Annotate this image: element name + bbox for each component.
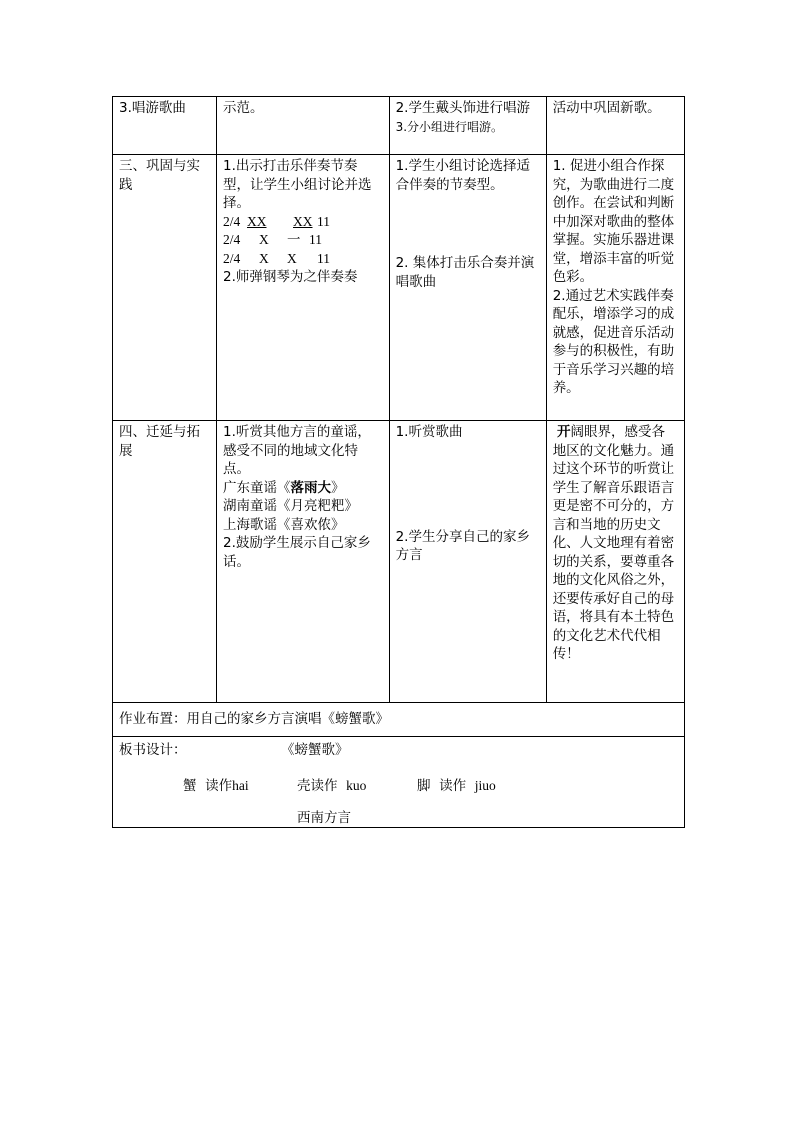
student-activity-cell <box>389 155 546 421</box>
rhythm-beat: X <box>259 232 269 247</box>
table-row <box>113 155 685 421</box>
board-item: 蟹 读作hai <box>183 778 249 794</box>
stage-label: 3.唱游歌曲 <box>119 100 186 116</box>
stage-label: 四、迁延与拓展 <box>119 424 200 459</box>
board-item: 脚 读作 jiuo <box>417 778 496 794</box>
rhythm-meter: 2/4 <box>223 232 241 247</box>
rhythm-line <box>223 231 383 250</box>
stage-cell <box>113 97 217 155</box>
purpose-text: 开阔眼界，感受各地区的文化魅力。通过这个环节的听赏让学生了解音乐跟语言更是密不可分的，方言和当地的历史文化、人文地理有着密切的关系，要尊重各地的文化风俗之外，还要传承好自己的母语，将具有本土特色的文化艺术代代相传！ <box>552 424 675 662</box>
board-label: 板书设计： <box>119 742 187 758</box>
table-row <box>113 737 685 828</box>
board-footer: 西南方言 <box>297 810 351 826</box>
student-activity-cell <box>389 421 546 703</box>
teacher-activity-cell <box>217 421 390 703</box>
stage-cell <box>113 155 217 421</box>
student-activity-text: 1.听赏歌曲 <box>395 424 463 440</box>
student-activity-text: 1.学生小组讨论选择适合伴奏的节奏型。 <box>395 158 530 193</box>
board-item: 壳读作 kuo <box>297 778 367 794</box>
homework-cell <box>113 703 685 737</box>
rhythm-line <box>223 213 383 232</box>
teacher-activity-cell <box>217 97 390 155</box>
student-activity-cell <box>389 97 546 155</box>
rhythm-beat: 11 <box>317 213 330 229</box>
board-title: 《螃蟹歌》 <box>281 742 349 758</box>
student-activity-text: 2.学生戴头饰进行唱游 <box>395 100 530 116</box>
rhythm-beat: XX <box>293 213 313 229</box>
rhythm-beat: X <box>287 250 297 266</box>
purpose-cell <box>546 155 684 421</box>
table-row <box>113 703 685 737</box>
purpose-text: 1. 促进小组合作探究，为歌曲进行二度创作。在尝试和判断中加深对歌曲的整体掌握。实施乐器进课堂，增添丰富的听觉色彩。 <box>552 158 675 285</box>
rhythm-meter: 2/4 <box>223 213 241 229</box>
student-activity-text: 2. 集体打击乐合奏并演唱歌曲 <box>395 255 535 290</box>
rhythm-meter: 2/4 <box>223 250 241 266</box>
song-item: 上海歌谣《喜欢侬》 <box>223 516 345 533</box>
board-design-cell <box>113 737 685 828</box>
teacher-activity-cell <box>217 155 390 421</box>
lesson-plan-table <box>112 96 685 828</box>
purpose-text: 活动中巩固新歌。 <box>552 100 661 116</box>
student-activity-text: 3.分小组进行唱游。 <box>395 119 504 134</box>
teacher-activity-text: 示范。 <box>223 100 264 116</box>
teacher-activity-text: 2.鼓励学生展示自己家乡话。 <box>223 535 371 570</box>
stage-label: 三、巩固与实践 <box>119 158 200 193</box>
rhythm-beat: 11 <box>317 250 330 266</box>
rhythm-line <box>223 250 383 269</box>
table-row <box>113 97 685 155</box>
purpose-cell <box>546 421 684 703</box>
teacher-activity-text: 1.听赏其他方言的童谣，感受不同的地域文化特点。 <box>223 424 371 477</box>
teacher-activity-text: 1.出示打击乐伴奏节奏型，让学生小组讨论并选择。 <box>223 158 372 211</box>
song-item: 湖南童谣《月亮粑粑》 <box>223 498 358 514</box>
teacher-activity-text: 2.师弹钢琴为之伴奏奏 <box>223 269 358 285</box>
song-item: 广东童谣《落雨大》 <box>223 479 345 496</box>
rhythm-beat: 一 <box>287 232 301 247</box>
rhythm-beat: X <box>259 250 269 266</box>
purpose-cell <box>546 97 684 155</box>
rhythm-beat: 11 <box>309 232 322 247</box>
table-row <box>113 421 685 703</box>
purpose-text: 2.通过艺术实践伴奏配乐，增添学习的成就感，促进音乐活动参与的积极性，有助于音乐学习兴趣的培养。 <box>552 287 675 396</box>
stage-cell <box>113 421 217 703</box>
student-activity-text: 2.学生分享自己的家乡方言 <box>395 528 530 563</box>
rhythm-beat: XX <box>247 213 267 229</box>
homework-text: 作业布置：用自己的家乡方言演唱《螃蟹歌》 <box>119 711 389 728</box>
